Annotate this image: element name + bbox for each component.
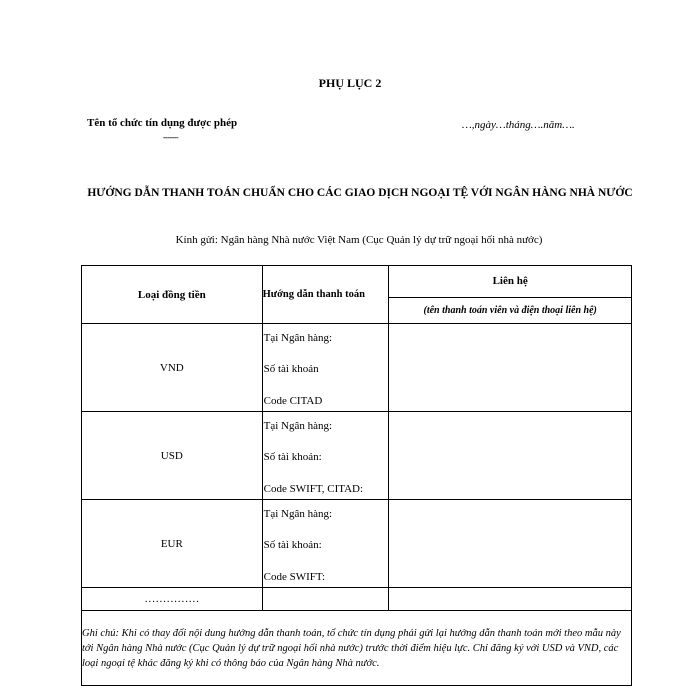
currency-cell: USD <box>82 412 263 500</box>
currency-cell: EUR <box>82 500 263 588</box>
code-label: Code SWIFT, CITAD: <box>263 483 364 495</box>
header-contact <box>389 266 632 324</box>
table-header-row <box>82 266 632 324</box>
instructions-cell <box>262 324 389 412</box>
header-contact-title: Liên hệ <box>389 266 631 298</box>
table-row-extra <box>82 588 632 611</box>
bank-label: Tại Ngân hàng: <box>263 420 333 432</box>
table-row <box>82 324 632 412</box>
header-instructions: Hướng dẫn thanh toán <box>262 266 389 324</box>
table-row <box>82 412 632 500</box>
organization-label: Tên tổ chức tín dụng được phép <box>87 117 238 129</box>
currency-cell: VND <box>82 324 263 412</box>
account-label: Số tài khoản <box>263 363 319 375</box>
contact-cell[interactable] <box>389 324 632 412</box>
organization-underline: ------- <box>163 133 179 142</box>
bank-label: Tại Ngân hàng: <box>263 332 333 344</box>
contact-cell[interactable] <box>389 412 632 500</box>
code-label: Code CITAD <box>263 395 323 407</box>
empty-cell <box>262 588 389 611</box>
table-row <box>82 500 632 588</box>
appendix-title: PHỤ LỤC 2 <box>318 76 382 90</box>
instructions-cell <box>262 500 389 588</box>
account-label: Số tài khoản: <box>263 539 322 551</box>
header-contact-subtitle: (tên thanh toán viên và điện thoại liên hệ) <box>423 305 597 316</box>
empty-cell <box>389 588 632 611</box>
code-label: Code SWIFT: <box>263 571 326 583</box>
bank-label: Tại Ngân hàng: <box>263 508 333 520</box>
contact-cell[interactable] <box>389 500 632 588</box>
date-line: …,ngày…tháng….năm…. <box>462 119 575 131</box>
document-heading: HƯỚNG DẪN THANH TOÁN CHUẨN CHO CÁC GIAO DỊCH NGOẠI TỆ VỚI NGÂN HÀNG NHÀ NƯỚC <box>87 187 633 199</box>
recipient-line: Kính gửi: Ngân hàng Nhà nước Việt Nam (Cục Quản lý dự trữ ngoại hối nhà nước) <box>175 234 543 246</box>
payment-instructions-table <box>81 265 632 686</box>
note-row <box>82 611 632 686</box>
instructions-cell <box>262 412 389 500</box>
header-currency: Loại đồng tiền <box>82 266 263 324</box>
note-text: Ghi chú: Khi có thay đổi nội dung hướng dẫn thanh toán, tổ chức tín dụng phải gửi lại hướng dẫn thanh toán mới theo mẫu này tới Ngân hàng Nhà nước (Cục Quản lý dự trữ ngoại hối nhà nước) trước thời điểm hiệu lực. Chỉ đăng ký với USD và VND, các loại ngoại tệ khác đăng ký khi có thông báo của Ngân hàng Nhà nước. <box>82 611 632 686</box>
account-label: Số tài khoản: <box>263 451 322 463</box>
more-currencies-placeholder: …………… <box>82 588 263 611</box>
